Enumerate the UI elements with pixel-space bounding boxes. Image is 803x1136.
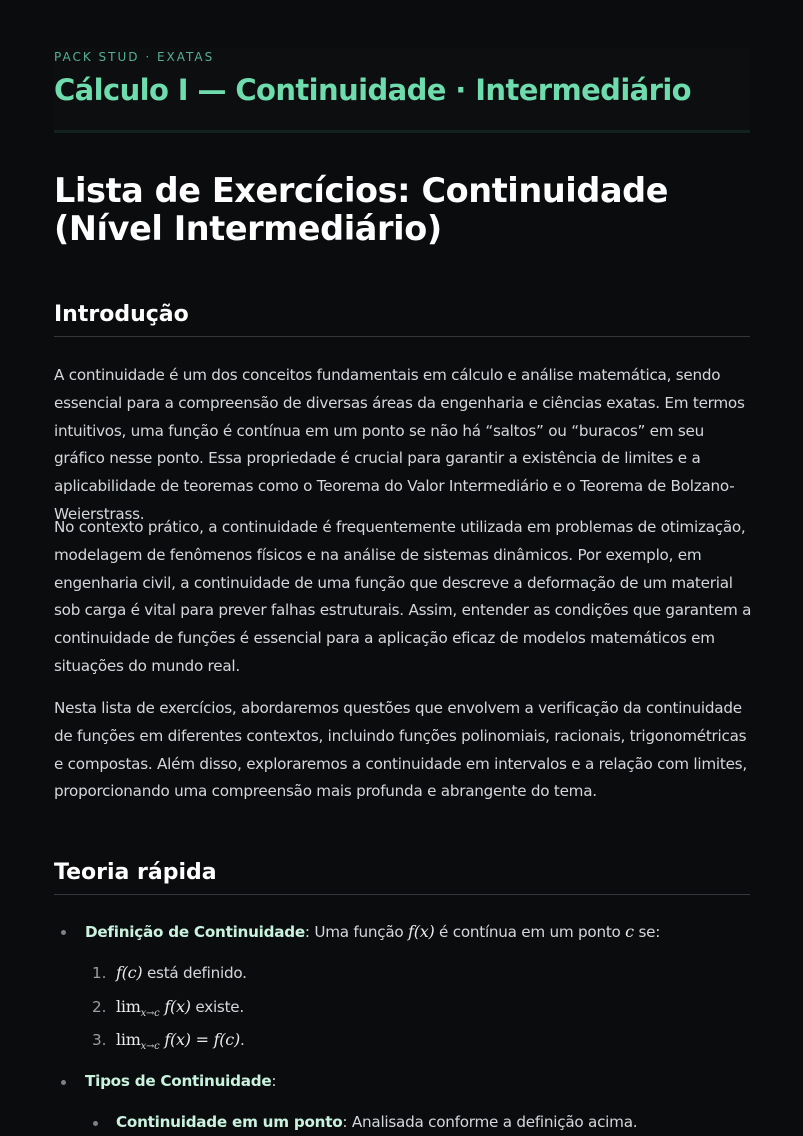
- list-number: 2.: [92, 998, 107, 1016]
- intro-paragraph: No contexto prático, a continuidade é frequentemente utilizada em problemas de otimização, modelagem de fenômenos físicos e na análise de sistemas dinâmicos. Por exemplo, em engenharia civil, a continuidade de uma função que descreve a deformação de um material sob carga é vital para prever falhas estruturais. Assim, entender as condições que garantem a continuidade de funções é essencial para a aplicação eficaz de modelos matemáticos em situações do mundo real.: [54, 518, 752, 675]
- list-text: : Uma função: [304, 923, 409, 941]
- list-text: : Analisada conforme a definição acima.: [342, 1113, 638, 1131]
- list-item-continuidade-ponto: [116, 1113, 637, 1131]
- list-text: .: [240, 1031, 245, 1049]
- math-expression: lim: [116, 1030, 141, 1049]
- intro-paragraph: Nesta lista de exercícios, abordaremos questões que envolvem a verificação da continuidade de funções em diferentes contextos, incluindo funções polinomiais, racionais, trigonométricas e compostas. Além disso, exploraremos a continuidade em intervalos e a relação com limites, proporcionando uma compreensão mais profunda e abrangente do tema.: [54, 699, 747, 801]
- condition-item: [116, 1030, 245, 1052]
- math-expression: lim: [116, 997, 141, 1016]
- list-number: 1.: [92, 964, 107, 982]
- bullet-dot: [93, 1121, 98, 1126]
- term-label: Definição de Continuidade: [85, 923, 305, 941]
- intro-paragraph: A continuidade é um dos conceitos fundamentais em cálculo e análise matemática, sendo essencial para a compreensão de diversas áreas da engenharia e ciências exatas. Em termos intuitivos, uma função é contínua em um ponto se não há “saltos” ou “buracos” em seu gráfico nesse ponto. Essa propriedade é crucial para garantir a existência de limites e a aplicabilidade de teoremas como o Teorema do Valor Intermediário e o Teorema de Bolzano-Weierstrass.: [54, 366, 745, 523]
- math-expression: c: [625, 922, 634, 941]
- math-expression: f(c): [116, 963, 143, 982]
- list-text: está definido.: [142, 964, 247, 982]
- math-subscript: x→c: [140, 1041, 160, 1052]
- bullet-dot: [61, 1080, 66, 1085]
- condition-item: [116, 997, 244, 1019]
- list-text: é contínua em um ponto: [434, 923, 626, 941]
- list-item-definicao: [85, 922, 660, 941]
- math-expression: f(x) = f(c): [159, 1030, 240, 1049]
- course-title: Cálculo I — Continuidade · Intermediário: [54, 73, 692, 107]
- term-label: Continuidade em um ponto: [116, 1113, 343, 1131]
- section-heading-introducao: Introdução: [54, 302, 750, 337]
- list-text: :: [271, 1072, 277, 1090]
- math-expression: f(x): [159, 997, 191, 1016]
- list-item-tipos: [85, 1072, 276, 1090]
- course-header: [54, 48, 750, 133]
- condition-item: [116, 963, 247, 982]
- list-number: 3.: [92, 1031, 107, 1049]
- math-subscript: x→c: [140, 1008, 160, 1019]
- page-title: Lista de Exercícios: Continuidade (Nível Intermediário): [54, 171, 669, 248]
- list-text: se:: [633, 923, 661, 941]
- section-heading-teoria: Teoria rápida: [54, 860, 750, 895]
- term-label: Tipos de Continuidade: [85, 1072, 272, 1090]
- bullet-dot: [61, 930, 66, 935]
- pack-label: PACK STUD · EXATAS: [54, 50, 215, 64]
- list-text: existe.: [190, 998, 244, 1016]
- math-expression: f(x): [408, 922, 435, 941]
